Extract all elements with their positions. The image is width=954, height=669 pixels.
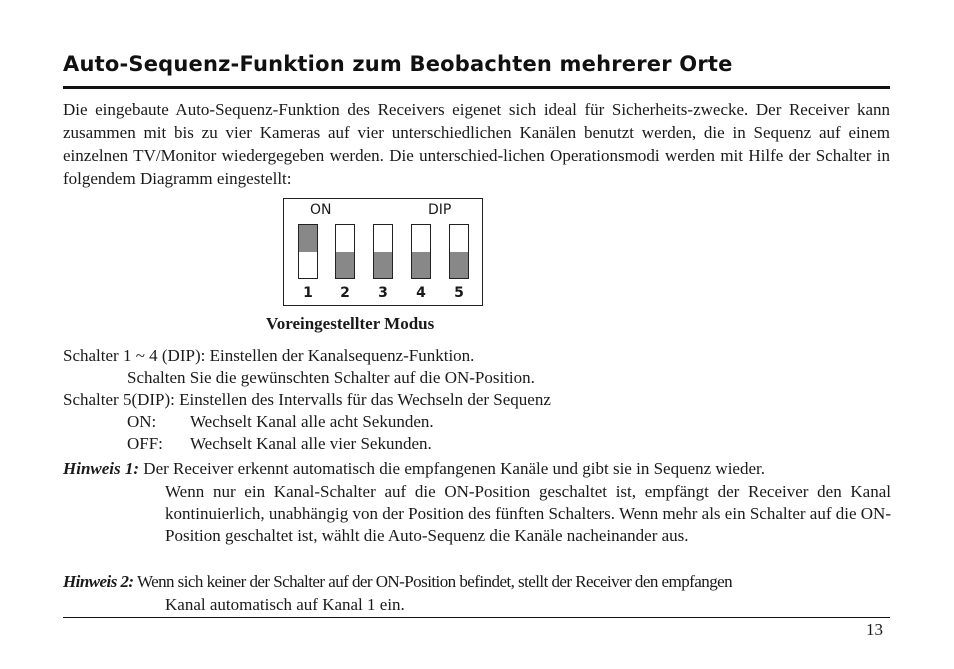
settings-line-3: Schalter 5(DIP): Einstellen des Intervalls für das Wechseln der Sequenz (63, 390, 551, 409)
dip-number-5: 5 (454, 285, 464, 301)
setting-on-text: Wechselt Kanal alle acht Sekunden. (190, 412, 434, 431)
page-number: 13 (866, 620, 883, 639)
dip-switch-knob (374, 252, 392, 279)
diagram-caption: Voreingestellter Modus (266, 314, 435, 333)
title-underline (63, 86, 890, 89)
dip-switch-3 (373, 224, 393, 279)
dip-number-3: 3 (378, 285, 388, 301)
setting-off-text: Wechselt Kanal alle vier Sekunden. (190, 434, 432, 453)
note-2-text: Kanal automatisch auf Kanal 1 ein. (165, 595, 405, 614)
dip-switch-1 (298, 224, 318, 279)
note-2-first-line (63, 571, 732, 593)
dip-switch-knob (450, 252, 468, 279)
dip-number-1: 1 (303, 285, 313, 301)
dip-switch-2 (335, 224, 355, 279)
dip-switch-diagram (283, 198, 483, 306)
dip-on-label: ON (310, 202, 332, 218)
page-title: Auto-Sequenz-Funktion zum Beobachten mehrerer Orte (63, 52, 733, 76)
note-1-text: Wenn nur ein Kanal-Schalter auf die ON-Position geschaltet ist, empfängt der Receiver den Kanal kontinuierlich, unabhängig von der Position des fünften Schalters. Wenn mehr als ein Schalter auf die ON-Position geschaltet ist, wählt die Auto-Sequenz die Kanäle nacheinander aus. (165, 482, 891, 545)
dip-switch-knob (299, 225, 317, 252)
dip-switch-knob (336, 252, 354, 279)
settings-line-2: Schalten Sie die gewünschten Schalter auf die ON-Position. (127, 368, 535, 387)
note-2-first-text: Wenn sich keiner der Schalter auf der ON-Position befindet, stellt der Receiver den empfangen (136, 572, 733, 591)
note-1-first-text: Der Receiver erkennt automatisch die empfangenen Kanäle und gibt sie in Sequenz wieder. (143, 459, 765, 478)
dip-number-2: 2 (340, 285, 350, 301)
dip-switch-5 (449, 224, 469, 279)
intro-paragraph: Die eingebaute Auto-Sequenz-Funktion des Receivers eigenet sich ideal für Sicherheits-zwecke. Der Receiver kann zusammen mit bis zu vier Kameras auf vier unterschiedlichen Kanälen benutzt werden, die in Sequenz auf einem einzelnen TV/Monitor wiedergegeben werden. Die unterschied-lichen Operationsmodi werden mit Hilfe der Schalter in folgendem Diagramm eingestellt: (63, 100, 890, 188)
dip-label: DIP (428, 202, 452, 218)
footer-rule (63, 617, 890, 618)
note-1-first-line (63, 458, 765, 480)
note-1-label: Hinweis 1: (63, 459, 140, 478)
dip-number-4: 4 (416, 285, 426, 301)
note-2-label: Hinweis 2: (63, 572, 134, 591)
setting-on-label: ON: (127, 412, 157, 431)
dip-switch-4 (411, 224, 431, 279)
setting-off-label: OFF: (127, 434, 163, 453)
settings-line-1: Schalter 1 ~ 4 (DIP): Einstellen der Kanalsequenz-Funktion. (63, 346, 475, 365)
dip-switch-knob (412, 252, 430, 279)
